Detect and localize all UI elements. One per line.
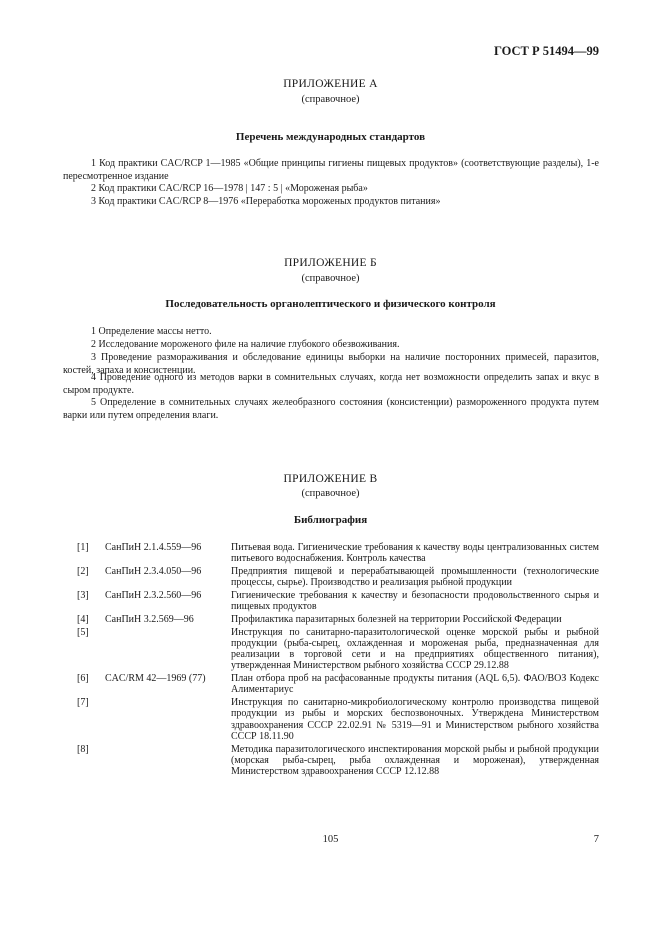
bibliography-entry [63,673,599,695]
list-item: 2 Код практики CAC/RCP 16—1978 | 147 : 5 | «Мороженая рыба» [91,183,368,194]
entry-code [105,627,231,672]
entry-description: Питьевая вода. Гигиенические требования к качеству воды централизованных систем питьевого водоснабжения. Контроль качества [231,542,599,565]
entry-code: СанПиН 2.1.4.559—96 [105,542,202,553]
appendix-v-title: ПРИЛОЖЕНИЕ В [283,473,378,485]
entry-description: Инструкция по санитарно-микробиологическому контролю производства пищевой продукции из рыбы и морских беспозвоночных. Утверждена Министерством здравоохранения СССР 22.02.91 № 5319—91 и Министерством рыбного хозяйства СССР 18.11.90 [231,697,599,742]
entry-description: Методика паразитологического инспектирования морской рыбы и рыбной продукции (морская рыба-сырец, рыба охлажденная и мороженая), утвержденная Министерством здравоохранения СССР 12.12.88 [231,743,599,778]
entry-code: СанПиН 2.3.4.050—96 [105,566,202,577]
entry-description: Профилактика паразитарных болезней на территории Российской Федерации [231,614,562,625]
entry-code [105,744,231,778]
entry-number: [1] [77,542,89,553]
bibliography-entry [63,627,599,672]
page-number: 105 [322,834,339,845]
entry-number: [3] [77,590,89,601]
entry-description: Предприятия пищевой и перерабатывающей промышленности (технологические процессы, сырье). Производство и реализация рыбной продукции [231,566,599,589]
list-item: 3 Проведение размораживания и обследование единицы выборки на наличие посторонних примесей, паразитов, костей, запаха и консистенции. [63,352,599,376]
entry-number: [5] [77,626,89,638]
bibliography-list [63,542,599,779]
entry-number: [8] [77,743,89,755]
entry-description: Инструкция по санитарно-паразитологической оценке морской рыбы и рыбной продукции (рыба-сырец, охлажденная и мороженая рыба, предназначенная для реализации в торговой сети и на предприятиях общественного питания), утвержденная Министерством рыбного хозяйства СССР 29.12.88 [231,626,599,672]
bibliography-entry [63,566,599,588]
list-item: 3 Код практики CAC/RCP 8—1976 «Переработка мороженых продуктов питания» [91,196,441,207]
appendix-a-heading: Перечень международных стандартов [235,131,426,143]
entry-code: СанПиН 3.2.569—96 [105,614,194,625]
appendix-b-title: ПРИЛОЖЕНИЕ Б [284,257,377,269]
list-item: 1 Код практики CAC/RCP 1—1985 «Общие принципы гигиены пищевых продуктов» (соответствующие разделы), 1-е пересмотренное издание [63,158,599,182]
appendix-b-heading: Последовательность органолептического и физического контроля [165,298,496,310]
list-item: 4 Проведение одного из методов варки в сомнительных случаях, когда нет возможности определить запах и вкус в сыром продукте. [63,372,599,396]
entry-description: План отбора проб на расфасованные продукты питания (AQL 6,5). ФАО/ВОЗ Кодекс Алиментариус [231,673,599,696]
appendix-a-title: ПРИЛОЖЕНИЕ А [283,78,378,90]
bibliography-entry [63,590,599,612]
entry-code: СанПиН 2.3.2.560—96 [105,590,202,601]
bibliography-entry [63,542,599,564]
appendix-v-subtitle: (справочное) [301,488,360,499]
bibliography-entry [63,614,599,625]
bibliography-entry [63,697,599,742]
entry-number: [4] [77,614,89,625]
entry-number: [6] [77,673,89,685]
list-item: 5 Определение в сомнительных случаях желеобразного состояния (консистенции) размороженного продукта путем варки или путем определения влаги. [63,397,599,421]
appendix-a-subtitle: (справочное) [301,94,360,105]
list-item: 2 Исследование мороженого филе на наличие глубокого обезвоживания. [91,339,400,350]
sheet-number: 7 [593,834,599,845]
entry-code [105,697,231,742]
entry-code: CAC/RM 42—1969 (77) [105,673,206,685]
appendix-v-heading: Библиография [293,514,368,526]
bibliography-entry [63,744,599,778]
entry-description: Гигиенические требования к качеству и безопасности продовольственного сырья и пищевых продуктов [231,590,599,613]
entry-number: [7] [77,697,89,709]
list-item: 1 Определение массы нетто. [91,326,212,337]
appendix-b-subtitle: (справочное) [301,273,360,284]
standard-number: ГОСТ Р 51494—99 [493,44,599,58]
entry-number: [2] [77,566,89,577]
